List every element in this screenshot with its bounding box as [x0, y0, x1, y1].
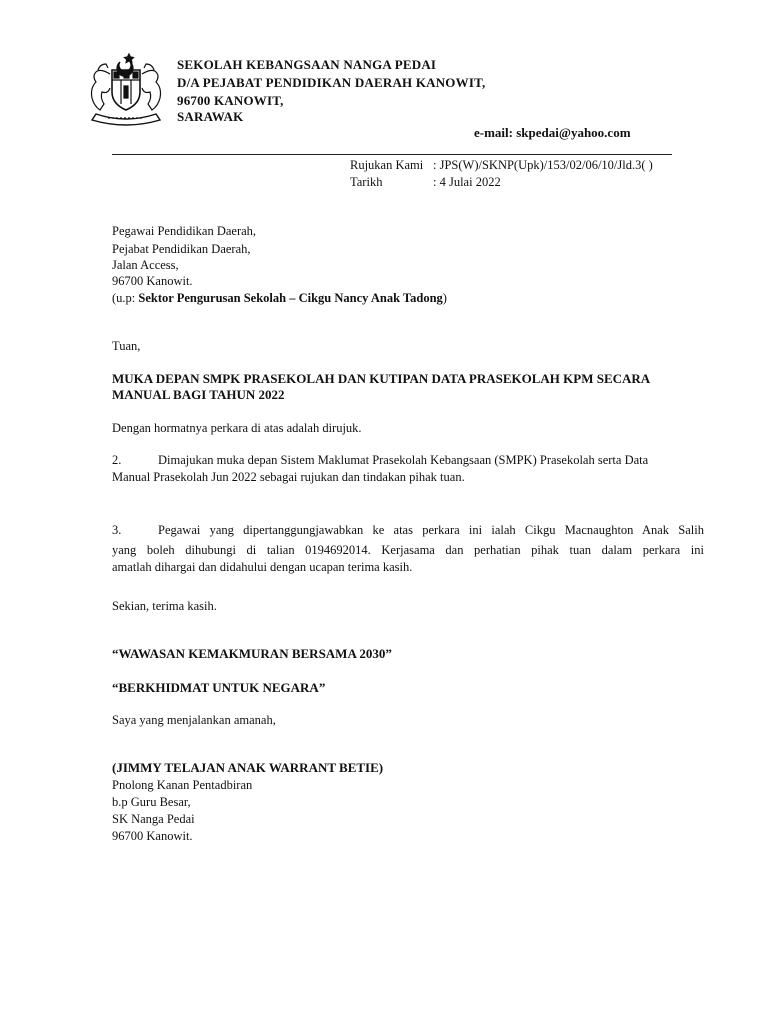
- paragraph-3-number: 3.: [112, 523, 122, 537]
- address-line-1: D/A PEJABAT PENDIDIKAN DAERAH KANOWIT,: [177, 75, 486, 90]
- date-label: Tarikh: [350, 175, 383, 189]
- reference-value: : JPS(W)/SKNP(Upk)/153/02/06/10/Jld.3( ): [433, 158, 653, 172]
- paragraph-3-line-2: yang boleh dihubungi di talian 0194692014. Kerjasama dan perhatian pihak tuan dalam perkara ini: [112, 543, 704, 557]
- coat-of-arms-icon: [84, 52, 168, 128]
- attention-name: Sektor Pengurusan Sekolah – Cikgu Nancy Anak Tadong: [138, 291, 443, 305]
- email: e-mail: skpedai@yahoo.com: [474, 125, 631, 140]
- signatory-town: 96700 Kanowit.: [112, 829, 193, 843]
- attention-prefix: (u.p:: [112, 291, 139, 305]
- signatory-name: (JIMMY TELAJAN ANAK WARRANT BETIE): [112, 760, 384, 775]
- attention-line: [112, 289, 702, 307]
- subject-line-2: MANUAL BAGI TAHUN 2022: [112, 387, 285, 402]
- slogan-berkhidmat: “BERKHIDMAT UNTUK NEGARA”: [112, 680, 326, 695]
- attention-suffix: ): [442, 291, 447, 305]
- recipient-line-3: Jalan Access,: [112, 258, 179, 272]
- signoff-trust: Saya yang menjalankan amanah,: [112, 713, 276, 727]
- signatory-for: b.p Guru Besar,: [112, 795, 191, 809]
- slogan-wawasan: “WAWASAN KEMAKMURAN BERSAMA 2030”: [112, 646, 392, 661]
- recipient-line-2: Pejabat Pendidikan Daerah,: [112, 242, 251, 256]
- paragraph-2-number: 2.: [112, 453, 122, 467]
- signatory-title: Pnolong Kanan Pentadbiran: [112, 778, 253, 792]
- closing-text: Sekian, terima kasih.: [112, 599, 217, 613]
- paragraph-3-line-1: Pegawai yang dipertanggungjawabkan ke atas perkara ini ialah Cikgu Macnaughton Anak Salih: [158, 523, 704, 537]
- paragraph-1: Dengan hormatnya perkara di atas adalah dirujuk.: [112, 421, 362, 435]
- recipient-line-4: 96700 Kanowit.: [112, 274, 193, 288]
- paragraph-3-line-3: amatlah dihargai dan didahului dengan ucapan terima kasih.: [112, 560, 413, 574]
- signatory-school: SK Nanga Pedai: [112, 812, 195, 826]
- paragraph-2-line-1: Dimajukan muka depan Sistem Maklumat Prasekolah Kebangsaan (SMPK) Prasekolah serta Data: [158, 453, 649, 467]
- salutation: Tuan,: [112, 339, 141, 353]
- recipient-line-1: Pegawai Pendidikan Daerah,: [112, 224, 257, 238]
- reference-label: Rujukan Kami: [350, 158, 424, 172]
- school-name: SEKOLAH KEBANGSAAN NANGA PEDAI: [177, 57, 437, 72]
- date-value: : 4 Julai 2022: [433, 175, 501, 189]
- address-line-2: 96700 KANOWIT,: [177, 93, 284, 108]
- paragraph-2-line-2: Manual Prasekolah Jun 2022 sebagai rujukan dan tindakan pihak tuan.: [112, 470, 465, 484]
- address-line-3: SARAWAK: [177, 109, 244, 124]
- subject-line-1: MUKA DEPAN SMPK PRASEKOLAH DAN KUTIPAN DATA PRASEKOLAH KPM SECARA: [112, 371, 651, 386]
- header-divider: [112, 154, 672, 155]
